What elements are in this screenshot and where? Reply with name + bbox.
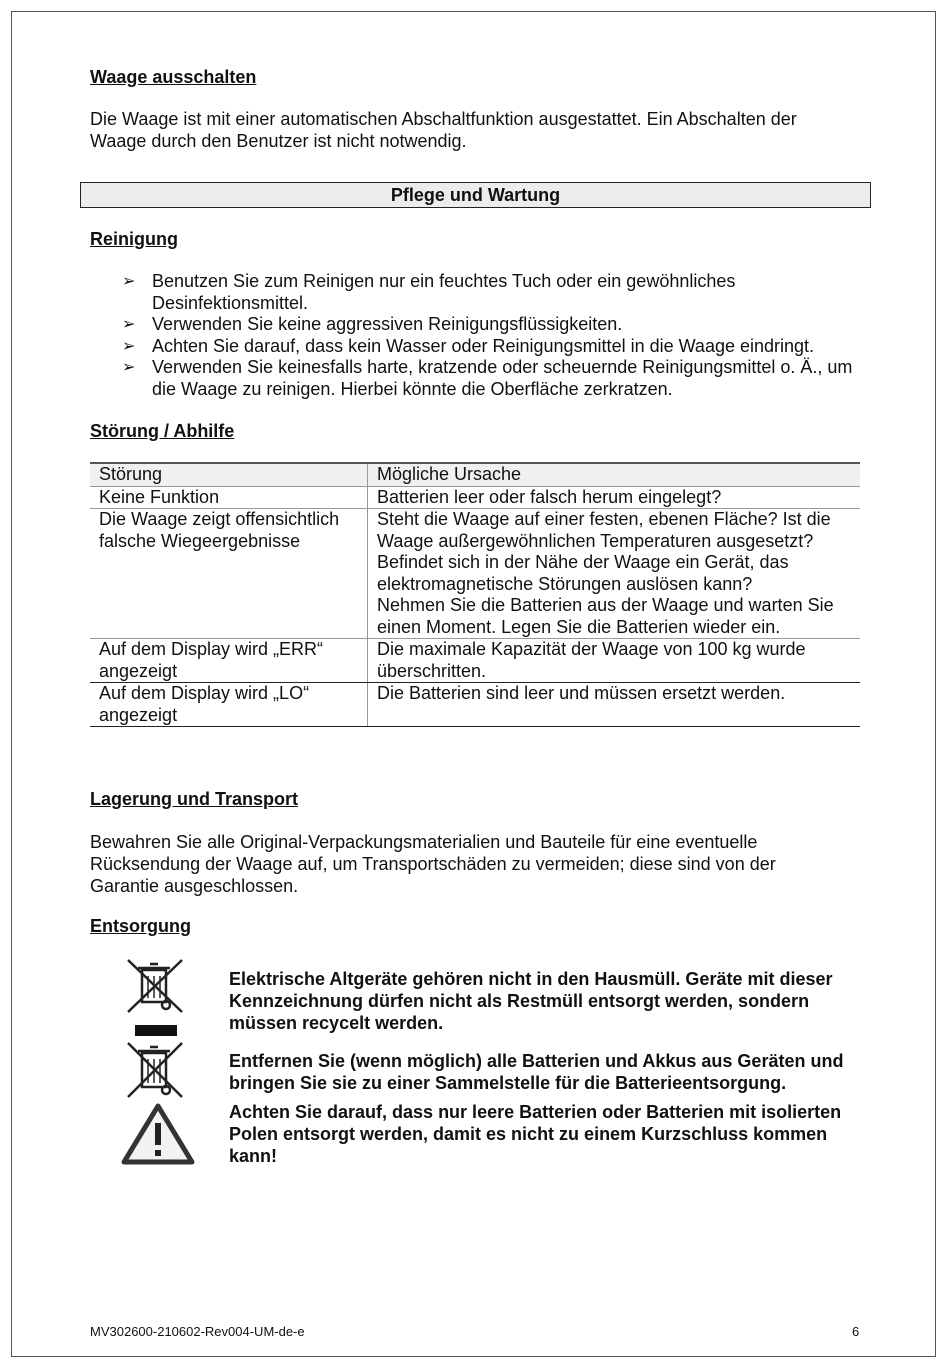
table-row bbox=[90, 509, 860, 639]
list-item-text: Verwenden Sie keinesfalls harte, kratzende oder scheuernde Reinigungsmittel o. Ä., um die Waage zu reinigen. Hierbei könnte die Oberfläche zerkratzen. bbox=[152, 357, 853, 399]
arrow-bullet-icon: ➢ bbox=[122, 273, 136, 290]
table-cell bbox=[368, 509, 861, 639]
heading-entsorgung: Entsorgung bbox=[90, 916, 191, 936]
heading-reinigung: Reinigung bbox=[90, 229, 178, 249]
section-banner: Pflege und Wartung bbox=[80, 182, 871, 208]
battery-disposal-text: Entfernen Sie (wenn möglich) alle Batterien und Akkus aus Geräten und bringen Sie sie zu einer Sammelstelle für die Batterieentsorgung. bbox=[229, 1051, 844, 1093]
cleaning-list bbox=[122, 271, 862, 400]
paragraph-storage bbox=[90, 831, 850, 897]
list-item bbox=[122, 271, 862, 314]
footer-page-number: 6 bbox=[852, 1324, 860, 1339]
arrow-bullet-icon: ➢ bbox=[122, 337, 136, 355]
cause-text: Steht die Waage auf einer festen, ebenen Fläche? Ist die Waage außergewöhnlichen Temperaturen ausgesetzt? Befindet sich in der Nähe der Waage ein Gerät, das elektromagnetische Störungen auslösen kann? bbox=[377, 509, 831, 594]
list-item bbox=[122, 314, 862, 336]
heading-waage-ausschalten: Waage ausschalten bbox=[90, 67, 257, 87]
list-item-text: Verwenden Sie keine aggressiven Reinigungsflüssigkeiten. bbox=[152, 314, 623, 334]
list-item bbox=[122, 336, 862, 358]
black-bar-marker bbox=[135, 1025, 177, 1036]
crossed-out-wheelie-bin-icon bbox=[124, 958, 186, 1014]
table-row bbox=[90, 486, 860, 509]
weee-text: Elektrische Altgeräte gehören nicht in den Hausmüll. Geräte mit dieser Kennzeichnung dürfen nicht als Restmüll entsorgt werden, sondern müssen recycelt werden. bbox=[229, 969, 833, 1033]
heading-lagerung-transport: Lagerung und Transport bbox=[90, 789, 299, 809]
table-cell: Die Batterien sind leer und müssen ersetzt werden. bbox=[368, 683, 861, 727]
list-item-text: Achten Sie darauf, dass kein Wasser oder Reinigungsmittel in die Waage eindringt. bbox=[152, 335, 815, 356]
table-cell: Keine Funktion bbox=[90, 486, 368, 509]
table-cell: Batterien leer oder falsch herum eingelegt? bbox=[368, 486, 861, 509]
paragraph-line: Garantie ausgeschlossen. bbox=[90, 876, 299, 896]
table-row bbox=[90, 639, 860, 683]
crossed-out-wheelie-bin-icon bbox=[124, 1041, 186, 1099]
table-row bbox=[90, 683, 860, 727]
paragraph-line: Die Waage ist mit einer automatischen Abschaltfunktion ausgestattet. Ein Abschalten der bbox=[90, 109, 797, 129]
table-header-cell: Mögliche Ursache bbox=[368, 463, 861, 486]
table-cell: Die maximale Kapazität der Waage von 100 kg wurde überschritten. bbox=[368, 639, 861, 683]
table-cell: Die Waage zeigt offensichtlich falsche Wiegeergebnisse bbox=[90, 509, 368, 639]
arrow-bullet-icon: ➢ bbox=[122, 316, 136, 333]
table-cell: Auf dem Display wird „ERR“ angezeigt bbox=[90, 639, 368, 683]
cause-text: Nehmen Sie die Batterien aus der Waage und warten Sie einen Moment. Legen Sie die Batterien wieder ein. bbox=[377, 595, 834, 637]
list-item-text: Benutzen Sie zum Reinigen nur ein feuchtes Tuch oder ein gewöhnliches Desinfektionsmittel. bbox=[152, 271, 736, 313]
table-cell: Auf dem Display wird „LO“ angezeigt bbox=[90, 683, 368, 727]
warning-text: Achten Sie darauf, dass nur leere Batterien oder Batterien mit isolierten Polen entsorgt werden, damit es nicht zu einem Kurzschluss kommen kann! bbox=[229, 1102, 842, 1166]
table-header-cell: Störung bbox=[90, 463, 368, 486]
paragraph-line: Rücksendung der Waage auf, um Transportschäden zu vermeiden; diese sind von der bbox=[90, 854, 776, 874]
list-item bbox=[122, 357, 862, 400]
paragraph-line: Bewahren Sie alle Original-Verpackungsmaterialien und Bauteile für eine eventuelle bbox=[90, 832, 758, 852]
arrow-bullet-icon: ➢ bbox=[122, 359, 136, 376]
troubleshooting-table bbox=[90, 462, 860, 727]
table-header-row bbox=[90, 463, 860, 486]
paragraph-line: Waage durch den Benutzer ist nicht notwendig. bbox=[90, 131, 467, 151]
footer-doc-id: MV302600-210602-Rev004-UM-de-e bbox=[90, 1324, 305, 1339]
warning-triangle-icon bbox=[121, 1103, 195, 1165]
paragraph-auto-off bbox=[90, 108, 850, 152]
heading-stoerung-abhilfe: Störung / Abhilfe bbox=[90, 421, 235, 441]
